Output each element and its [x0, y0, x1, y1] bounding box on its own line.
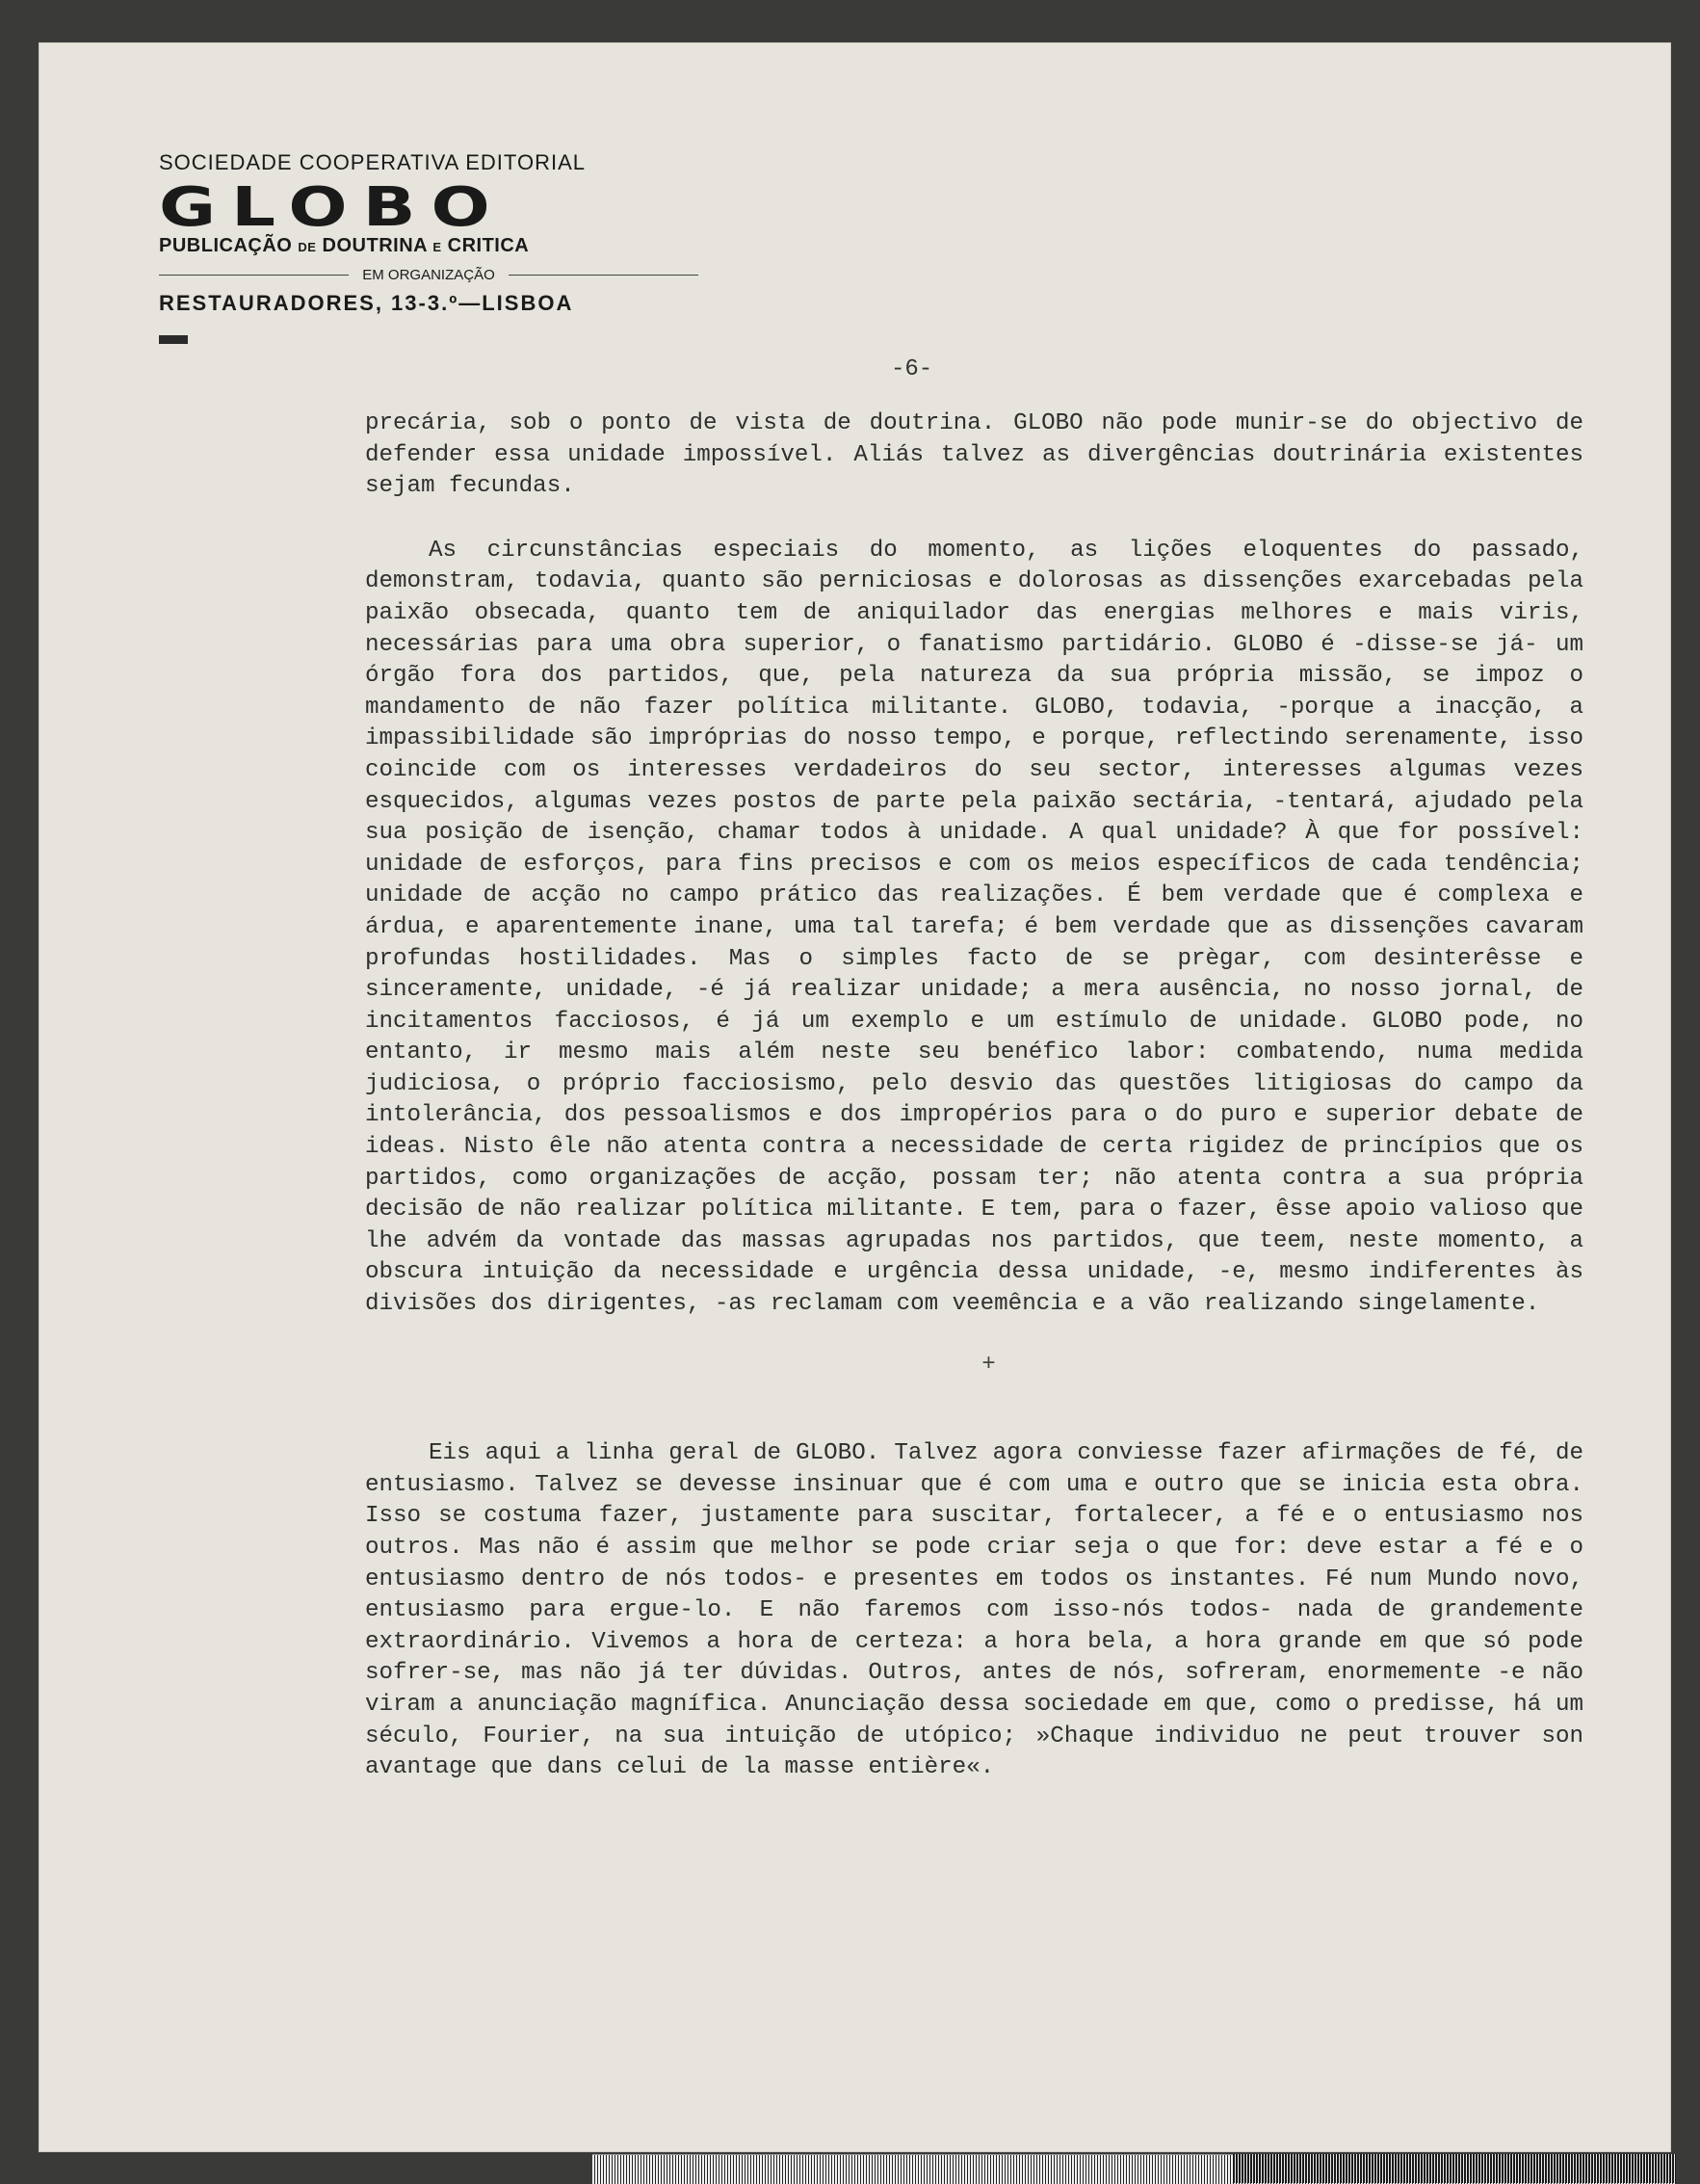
- paragraph: precária, sob o ponto de vista de doutrina. GLOBO não pode munir-se do objectivo de defender essa unidade impossível. Aliás talvez as divergências doutrinária existentes sejam fecundas.: [365, 410, 1583, 500]
- page-number: -6-: [891, 356, 933, 382]
- document-body: [365, 408, 1583, 1784]
- divider: [159, 275, 349, 276]
- paragraph: Eis aqui a linha geral de GLOBO. Talvez agora conviesse fazer afirmações de fé, de entusiasmo. Talvez se devesse insinuar que é com uma e outro que se inicia esta obra. Isso se costuma fazer, justamente para suscitar, fortalecer, a fé e o entusiasmo nos outros. Mas não é assim que melhor se pode criar seja o que for: deve estar a fé e o entusiasmo dentro de nós todos- e presentes em todos os instantes. Fé num Mundo novo, entusiasmo para ergue-lo. E não faremos com isso-nós todos- nada de grandemente extraordinário. Vivemos a hora de certeza: a hora bela, a hora grande em que só pode sofrer-se, mas não já ter dúvidas. Outros, antes de nós, sofreram, enormemente -e não viram a anunciação magnífica. Anunciação dessa sociedade em que, como o predisse, há um século, Fourier, na sua intuição de utópico; »Chaque individuo ne peut trouver son avantage que dans celui de la masse entière«.: [365, 1440, 1583, 1781]
- divider: [509, 275, 698, 276]
- paragraph: As circunstâncias especiais do momento, as lições eloquentes do passado, demonstram, todavia, quanto são perniciosas e dolorosas as dissenções exarcebadas pela paixão obsecada, quanto tem de aniquilador das energias melhores e mais viris, necessárias para uma obra superior, o fanatismo partidário. GLOBO é -disse-se já- um órgão fora dos partidos, que, pela natureza da sua própria missão, se impoz o mandamento de não fazer política militante. GLOBO, todavia, -porque a inacção, a impassibilidade são impróprias do nosso tempo, e porque, reflectindo serenamente, isso coincide com os interesses verdadeiros do seu sector, interesses algumas vezes esquecidos, algumas vezes postos de parte pela paixão sectária, -tentará, ajudado pela sua posição de isenção, chamar todos à unidade. A qual unidade? À que for possível: unidade de esforços, para fins precisos e com os meios específicos de cada tendência; unidade de acção no campo prático das realizações. É bem verdade que é complexa e árdua, e aparentemente inane, uma tal tarefa; é bem verdade que as dissenções cavaram profundas hostilidades. Mas o simples facto de se prègar, com desinterêsse e sinceramente, unidade, -é já realizar unidade; a mera ausência, no nosso jornal, de incitamentos facciosos, é já um exemplo e um estímulo de unidade. GLOBO pode, no entanto, ir mesmo mais além neste seu benéfico labor: combatendo, numa medida judiciosa, o próprio facciosismo, pelo desvio das questões litigiosas do campo da intolerância, dos pessoalismos e dos impropérios para o do puro e superior debate de ideas. Nisto êle não atenta contra a necessidade de certa rigidez de princípios que os partidos, como organizações de acção, possam ter; não atenta contra a sua própria decisão de não realizar política militante. E tem, para o fazer, êsse apoio valioso que lhe advém da vontade das massas agrupadas nos partidos, que teem, neste momento, a obscura intuição da necessidade e urgência dessa unidade, -e, mesmo indiferentes às divisões dos dirigentes, -as reclamam com veemência e a vão realizando singelamente.: [365, 537, 1583, 1318]
- letterhead-status-row: [159, 267, 698, 283]
- letterhead-title: GLOBO: [159, 174, 506, 239]
- subtitle-part: DOUTRINA: [322, 235, 428, 256]
- letterhead-address: RESTAURADORES, 13-3.º—LISBOA: [159, 291, 574, 315]
- letterhead-status: EM ORGANIZAÇÃO: [362, 267, 495, 283]
- letterhead: [159, 150, 698, 344]
- subtitle-part: PUBLICAÇÃO: [159, 235, 293, 256]
- section-separator: +: [981, 1351, 996, 1378]
- subtitle-part: DE: [298, 240, 317, 254]
- ink-mark: [159, 335, 188, 344]
- scale-ruler-dark: [1233, 2154, 1676, 2183]
- subtitle-part: E: [432, 240, 442, 254]
- letterhead-organization: SOCIEDADE COOPERATIVA EDITORIAL: [159, 150, 586, 174]
- letterhead-subtitle: [159, 235, 698, 257]
- subtitle-part: CRITICA: [447, 235, 530, 256]
